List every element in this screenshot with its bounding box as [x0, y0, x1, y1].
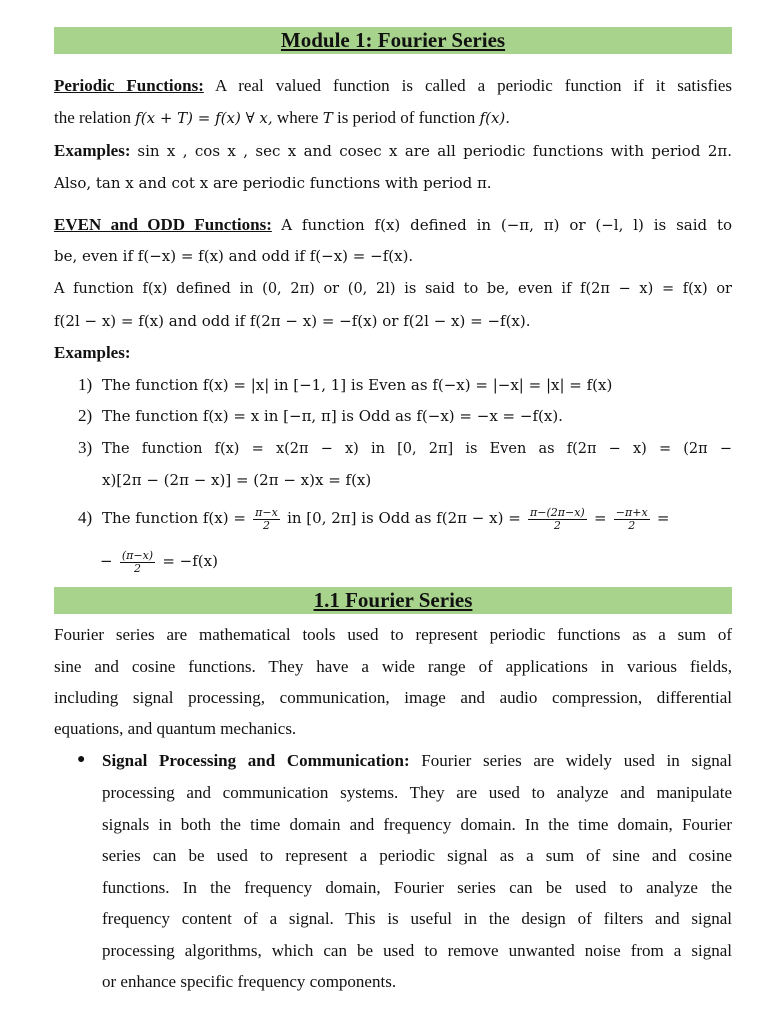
example-number: 2)	[78, 406, 93, 425]
evenodd-line-2	[54, 246, 732, 266]
equals: =	[656, 509, 670, 527]
example-text-cont: x)[2π − (2π − x)] = (2π − x)x = f(x)	[102, 471, 372, 489]
example-text: The function f(x) = x in [−π, π] is Odd as f(−x) = −x = −f(x).	[102, 407, 563, 425]
intro-line-1: Fourier series are mathematical tools used to represent periodic functions as a sum of	[54, 625, 732, 644]
examples1-text-1: sin x , cos x , sec x and cosec x are all periodic functions with period 2π.	[137, 142, 732, 160]
bullet-line-1	[102, 751, 732, 771]
evenodd-text-3: A function f(x) defined in (0, 2π) or (0, 2l) is said to be, even if f(2π − x) = f(x) or	[54, 281, 732, 297]
evenodd-heading: EVEN and ODD Functions:	[54, 215, 272, 234]
evenodd-line-4	[54, 311, 732, 331]
bullet-line-7: processing algorithms, which can be used to remove unwanted noise from a signal	[102, 941, 732, 960]
section-title: 1.1 Fourier Series	[313, 588, 473, 612]
fraction: $\frac{-\pi+x}{2}$	[615, 505, 648, 532]
minus-sign: −	[100, 552, 113, 570]
evenodd-line-1	[54, 215, 732, 235]
module-title-banner	[54, 27, 732, 54]
periodic-function-symbol: f(x).	[479, 109, 511, 127]
periodic-equation: f(x + T) = f(x) ∀ x,	[135, 109, 273, 127]
bullet-text: Fourier series are widely used in signal	[421, 751, 732, 770]
periodic-text-2b: where	[276, 108, 319, 127]
equals: =	[593, 509, 607, 527]
evenodd-text-2: be, even if f(−x) = f(x) and odd if f(−x) = −f(x).	[54, 247, 414, 265]
example-text: The function f(x) =	[102, 509, 246, 527]
evenodd-line-3	[54, 278, 732, 299]
bullet-line-2: processing and communication systems. They are used to analyze and manipulate	[102, 783, 732, 802]
periodic-text-2a: the relation	[54, 108, 131, 127]
example-text: The function f(x) = x(2π − x) in [0, 2π] is Even as f(2π − x) = (2π −	[102, 441, 732, 457]
bullet-line-5: functions. In the frequency domain, Fourier series can be used to analyze the	[102, 878, 732, 897]
fraction: $\frac{\pi-(2\pi-x)}{2}$	[530, 505, 585, 532]
example-item-3-cont	[102, 470, 732, 490]
example-item-4	[78, 505, 732, 532]
bullet-line-3: signals in both the time domain and frequency domain. In the time domain, Fourier	[102, 815, 732, 834]
intro-line-3: including signal processing, communication, image and audio compression, differential	[54, 688, 732, 707]
example-item-1	[78, 375, 732, 395]
periodic-text-2c: is period of function	[336, 108, 476, 127]
periodic-text-1: A real valued function is called a periodic function if it satisfies	[214, 76, 733, 95]
example-item-2	[78, 406, 732, 426]
evenodd-text-1: A function f(x) defined in (−π, π) or (−l, l) is said to	[281, 216, 733, 234]
example-item-4-cont	[100, 548, 730, 575]
examples1-label: Examples:	[54, 141, 131, 160]
section-title-banner	[54, 587, 732, 614]
example-number: 4)	[78, 508, 93, 527]
example-text-cont: = −f(x)	[162, 552, 218, 570]
period-symbol: T	[322, 109, 333, 127]
examples1-text-2: Also, tan x and cot x are periodic functions with period π.	[54, 174, 492, 192]
example-text: The function f(x) = |x| in [−1, 1] is Even as f(−x) = |−x| = |x| = f(x)	[102, 376, 613, 394]
example-number: 1)	[78, 375, 93, 394]
intro-line-4: equations, and quantum mechanics.	[54, 719, 297, 738]
examples1-line-2	[54, 173, 732, 193]
examples1-line-1	[54, 141, 732, 161]
bullet-line-6: frequency content of a signal. This is useful in the design of filters and signal	[102, 909, 732, 928]
bullet-line-8: or enhance specific frequency components.	[102, 972, 397, 991]
example-item-3	[78, 438, 732, 459]
intro-line-2: sine and cosine functions. They have a wide range of applications in various fields,	[54, 657, 732, 676]
fraction: $\frac{\pi-x}{2}$	[255, 505, 278, 532]
evenodd-text-4: f(2l − x) = f(x) and odd if f(2π − x) = −f(x) or f(2l − x) = −f(x).	[54, 312, 531, 330]
bullet-line-4: series can be used to represent a periodic signal as a sum of sine and cosine	[102, 846, 732, 865]
example-number: 3)	[78, 438, 93, 457]
periodic-line-1	[54, 76, 732, 96]
periodic-heading: Periodic Functions:	[54, 76, 204, 95]
fraction: $\frac{(\pi-x)}{2}$	[121, 548, 154, 575]
examples2-label: Examples:	[54, 343, 131, 362]
examples2-label-line	[54, 343, 732, 363]
example-text: in [0, 2π] is Odd as f(2π − x) =	[287, 509, 521, 527]
bullet-dot: ●	[77, 752, 86, 767]
periodic-line-2	[54, 108, 732, 128]
module-title: Module 1: Fourier Series	[280, 28, 506, 52]
bullet-heading: Signal Processing and Communication:	[102, 751, 410, 770]
